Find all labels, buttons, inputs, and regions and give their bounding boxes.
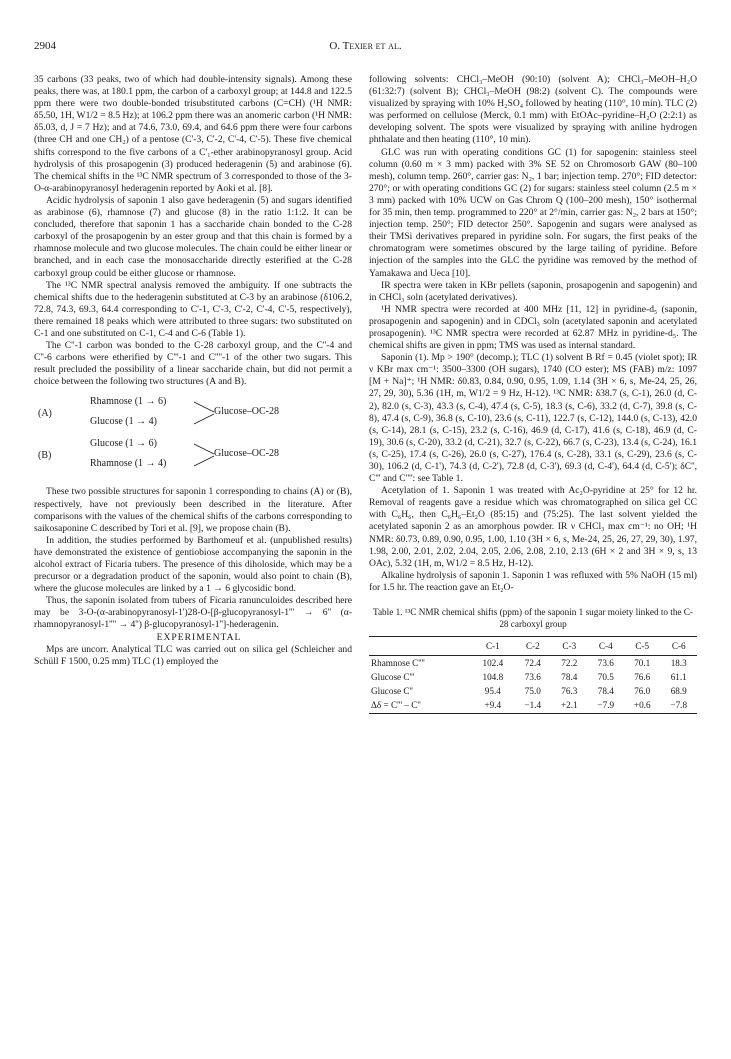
paragraph: 35 carbons (33 peaks, two of which had double-intensity signals). Among these peaks, there was, at 180.1 ppm, the carbon of a carboxyl group; at 144.8 and 122.5 ppm there were two double-bonded trisubstituted carbons (C=CH) (¹H NMR: δ5.50, 1H, W1/2 = 8.5 Hz); at 106.2 ppm there was an anomeric carbon (¹H NMR: δ5.03, d, J = 7 Hz); and at 74.6, 73.0, 69.4, and 64.6 ppm there were four carbons (three CH and one CH₂) of a pentose (C'-3, C'-2, C'-4, C'-5). These five chemical shifts correspond to the five carbons of a C'₁-ether arabinopyranosyl group. Acid hydrolysis of this prosapogenin (3) produced hederagenin (5) and arabinose (6). The chemical shifts in the ¹³C NMR spectrum of 3 corresponded to those of the 3-O-α-arabinopyranosyl hederagenin reported by Aoki et al. [8].: [34, 74, 352, 194]
table-cell: +2.1: [560, 700, 578, 711]
table-header-cell: C-3: [562, 641, 577, 652]
table-cell: −7.9: [597, 700, 615, 711]
structure-diagrams: [34, 394, 352, 478]
structure-bottom-branch: Rhamnose (1 → 4): [90, 458, 167, 470]
page-header: [34, 40, 697, 58]
table-cell: 104.8: [482, 672, 504, 683]
table-cell: 76.6: [634, 672, 651, 683]
structure-a: [34, 394, 352, 436]
table-cell: −1.4: [524, 700, 542, 711]
paragraph: Thus, the saponin isolated from tubers of Ficaria ranunculoides described here may be 3-O-(α-arabinopyranosyl-1')28-O-[β-glucopyranosyl-1''' → 6'' (α-rhamnopyranosyl-1'''' → 4'') β-glucopyranosyl-1'']-hederagenin.: [34, 595, 352, 631]
table-caption: Table 1. ¹³C NMR chemical shifts (ppm) of the saponin 1 sugar moiety linked to the C-28 carboxyl group: [373, 607, 693, 630]
table-cell: 72.4: [524, 658, 541, 669]
paragraph: Mps are uncorr. Analytical TLC was carried out on silica gel (Schleicher and Schüll F 1500, 0.25 mm) TLC (1) employed the: [34, 643, 352, 667]
structure-b: [34, 436, 352, 478]
table-header-row: [369, 637, 697, 656]
paragraph: GLC was run with operating conditions GC (1) for sapogenin: stainless steel column (0.60 m × 3 mm) packed with 3% SE 52 on Chromosorb GAW (80–100 mesh), column temp. 260°, carrier gas: N₂, 1 bar; injection temp. 270°; FID detector: 270°; or with operating conditions GC (2) for sugars: stainless steel column (2.5 m × 3 mm) packed with 10% UCW on Gas Chrom Q (100–200 mesh), 150° isothermal for 35 min, then temp. programmed to 220° at 2°/min, carrier gas: N₂, 2 bars at 150°; injection temp. 250°; FID detector 250°. Sapogenin and sugars were analysed as their TMSi derivatives prepared in pyridine soln. For sugars, the first peaks of the chromatogram were sometimes obscured by the large tailing of pyridine. Before injection of the samples into the GLC the pyridine was removed by the method of Yamakawa and Ueca [10].: [369, 146, 697, 279]
table-header-cell: [369, 637, 471, 656]
table-header-cell: C-6: [671, 641, 686, 652]
structure-target: Glucose–OC-28: [214, 406, 279, 418]
table-cell: 18.3: [670, 658, 687, 669]
table-cell: 61.1: [670, 672, 687, 683]
table-cell: 76.0: [634, 686, 651, 697]
table-1: [369, 606, 697, 713]
structure-bottom-branch: Glucose (1 → 4): [90, 416, 157, 428]
table-cell: Rhamnose C'''': [371, 658, 425, 669]
table-header-cell: C-5: [635, 641, 650, 652]
structure-target: Glucose–OC-28: [214, 448, 279, 460]
table-row: [369, 698, 697, 713]
paragraph: In addition, the studies performed by Barthomeuf et al. (unpublished results) have demonstrated the existence of gentiobiose accompanying the saponin in the alcohol extract of Ficaria tubers. The presence of this diholoside, which may be a precursor or a degradation product of the saponin, would also point to chain (B), where the glucose molecules are linked by a 1 → 6 glycosidic bond.: [34, 534, 352, 595]
paragraph: The C''-1 carbon was bonded to the C-28 carboxyl group, and the C''-4 and C''-6 carbons were etherified by C'''-1 and C''''-1 of the other two sugars. This result precluded the possibility of a linear saccharide chain, but did not permit a choice between the following two structures (A and B).: [34, 340, 352, 388]
table-cell: 102.4: [482, 658, 504, 669]
table-header-cell: C-4: [598, 641, 613, 652]
branch-connector: [194, 440, 216, 474]
table-cell: 70.1: [634, 658, 651, 669]
structure-top-branch: Rhamnose (1 → 6): [90, 396, 167, 408]
table-cell: 78.4: [561, 672, 578, 683]
table-cell: 76.3: [561, 686, 578, 697]
table-row: [369, 656, 697, 671]
table-cell: Δδ = C''' – C'': [371, 700, 421, 711]
nmr-table: [369, 636, 697, 713]
structure-label: (B): [38, 450, 52, 462]
paragraph: Alkaline hydrolysis of saponin 1. Saponin 1 was refluxed with 5% NaOH (15 ml) for 1.5 hr. The reaction gave an Et₂O-: [369, 569, 697, 593]
table-cell: Glucose C''': [371, 672, 415, 683]
table-cell: +0.6: [633, 700, 651, 711]
table-cell: +9.4: [484, 700, 502, 711]
paragraph: following solvents: CHCl₃–MeOH (90:10) (solvent A); CHCl₃–MeOH–H₂O (61:32:7) (solvent B); CHCl₃–MeOH (98:2) (solvent C). The compounds were visualized by spraying with 10% H₂SO₄ followed by heating (110°, 10 min). TLC (2) was performed on cellulose (Merck, 0.1 mm) with EtOAc–pyridine–H₂O (2:2:1) as developing solvent. The spots were visualized by spraying with aniline hydrogen phthalate and then heating (110°, 10 min).: [369, 74, 697, 146]
table-cell: 73.6: [597, 658, 614, 669]
paragraph: Acetylation of 1. Saponin 1 was treated with Ac₂O-pyridine at 25° for 12 hr. Removal of reagents gave a residue which was chromatographed on silica gel CC with C₆H₆, then C₆H₆–Et₂O (85:15) and (75:25). The last solvent yielded the acetylated saponin 2 as an amorphous powder. IR ν CHCl₃ max cm⁻¹: no OH; ¹H NMR: δ0.73, 0.89, 0.90, 0.95, 1.00, 1.10 (3H × 6, s, Me-24, 25, 26, 27, 29, 30), 1.97, 1.98, 2.00, 2.01, 2.02, 2.04, 2.05, 2.06, 2.08, 2.10, 2.13 (6H × 2 and 3H × 9, s, 13 OAc), 5.32 (1H, m, W1/2 = 8.5 Hz, H-12).: [369, 485, 697, 569]
branch-connector: [194, 398, 216, 432]
page-number: 2904: [34, 40, 56, 52]
structure-top-branch: Glucose (1 → 6): [90, 438, 157, 450]
table-cell: 68.9: [670, 686, 687, 697]
table-row: [369, 684, 697, 698]
paragraph: ¹H NMR spectra were recorded at 400 MHz [11, 12] in pyridine-d₅ (saponin, prosapogenin and sapogenin) and in CDCl₃ soln (acetylated saponin and acetylated prosapogenin). ¹³C NMR spectra were recorded at 62.87 MHz in pyridine-d₅. The chemical shifts are given in ppm; TMS was used as internal standard.: [369, 303, 697, 352]
table-cell: 73.6: [524, 672, 541, 683]
running-title: O. Texier et al.: [329, 40, 402, 52]
right-column: [369, 74, 697, 714]
table-cell: −7.8: [670, 700, 688, 711]
table-cell: 78.4: [597, 686, 614, 697]
table-row: [369, 670, 697, 684]
structure-label: (A): [38, 408, 52, 420]
table-cell: Glucose C'': [371, 686, 413, 697]
paragraph: These two possible structures for saponin 1 corresponding to chains (A) or (B), respectively, have not previously been described in the literature. After comparisons with the values of the chemical shifts of the carbons corresponding to saikosaponine C described by Tori et al. [9], we propose chain (B).: [34, 486, 352, 534]
paragraph: Saponin (1). Mp > 190° (decomp.); TLC (1) solvent B Rf = 0.45 (violet spot); IR ν KBr max cm⁻¹: 3500–3300 (OH sugars), 1740 (CO ester); MS (FAB) m/z: 1097 [M + Na]⁺; ¹H NMR: δ0.83, 0.84, 0.90, 0.95, 1.09, 1.14 (3H × 6, s, Me-24, 25, 26, 27, 29, 30), 5.36 (1H, m, W1/2 = 9 Hz, H-12). ¹³C NMR: δ38.7 (s, C-1), 26.0 (d, C-2), 82.0 (s, C-3), 43.3 (s, C-4), 47.4 (s, C-5), 18.3 (s, C-6), 33.2 (d, C-7), 39.8 (s, C-8), 47.4 (s, C-9), 36.8 (s, C-10), 23.6 (s, C-11), 122.7 (s, C-12), 144.0 (s, C-13), 42.0 (s, C-14), 28.1 (s, C-15), 23.2 (s, C-16), 46.9 (d, C-17), 41.6 (s, C-18), 46.9 (d, C-19), 30.6 (s, C-20), 33.2 (d, C-21), 32.7 (s, C-22), 66.7 (s, C-23), 13.4 (s, C-24), 16.1 (s, C-25), 17.4 (s, C-26), 26.0 (s, C-27), 176.4 (s, C-28), 33.1 (s, C-29), 23.6 (s, C-30), 106.2 (d, C-1'), 74.3 (d, C-2'), 72.8 (d, C-3'), 69.3 (d, C-4'), 64.4 (d, C-5'); δC'', C''' and C'''': see Table 1.: [369, 352, 697, 485]
section-title-experimental: EXPERIMENTAL: [156, 631, 242, 643]
paragraph: The ¹³C NMR spectral analysis removed the ambiguity. If one subtracts the chemical shifts due to the hederagenin substituted at C-3 by an arabinose (δ106.2, 72.8, 74.3, 69.3, 64.4 corresponding to C'-1, C'-3, C'-2, C'-4, C'-5, respectively), there remained 18 peaks which were attributed to three sugars: two substituted on C-1 and one substituted on C-1, C-4 and C-6 (Table 1).: [34, 279, 352, 339]
table-header-cell: C-1: [485, 641, 500, 652]
paragraph: IR spectra were taken in KBr pellets (saponin, prosapogenin and sapogenin) and in CHCl₃ soln (acetylated derivatives).: [369, 279, 697, 303]
table-cell: 75.0: [524, 686, 541, 697]
table-cell: 95.4: [484, 686, 501, 697]
left-column: [34, 74, 352, 668]
paragraph: Acidic hydrolysis of saponin 1 also gave hederagenin (5) and sugars identified as arabinose (6), rhamnose (7) and glucose (8) in the ratio 1:1:2. It can be concluded, therefore that saponin 1 has a saccharide chain bonded to the C-28 carboxyl of the prosapogenin by an ester group and that this chain is formed by a rhamnose molecule and two glucose molecules. The chain could be either linear or branched, and in each case the monosaccharide directly esterified at the C-28 carboxyl group could be either glucose or rhamnose.: [34, 194, 352, 279]
table-header-cell: C-2: [525, 641, 540, 652]
table-cell: 72.2: [561, 658, 578, 669]
table-cell: 70.5: [597, 672, 614, 683]
